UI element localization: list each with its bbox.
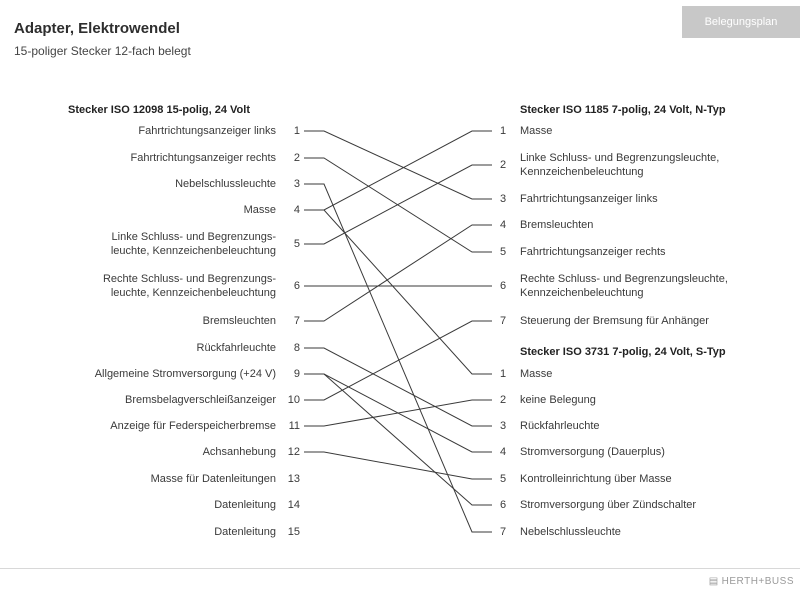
right-n-pin-number: 4 [500, 219, 507, 231]
wire-4-S1 [304, 210, 492, 374]
wire-3-S7 [304, 184, 492, 532]
right-s-pin-number: 1 [500, 368, 507, 380]
left-pin-number: 14 [287, 499, 300, 511]
wire-12-S5 [304, 452, 492, 479]
right-n-pin-number: 7 [500, 315, 507, 327]
left-pin-label: Datenleitung [214, 499, 276, 511]
right-n-pin-label: Steuerung der Bremsung für Anhänger [520, 315, 709, 327]
left-pin-label: Allgemeine Stromversorgung (+24 V) [94, 368, 276, 380]
left-pin-row [125, 393, 300, 407]
left-pin-number: 11 [288, 420, 300, 432]
right-n-connector-header: Stecker ISO 1185 7-polig, 24 Volt, N-Typ [520, 104, 726, 116]
right-n-pin-number: 5 [500, 246, 507, 258]
right-n-pin-row [500, 272, 728, 300]
right-n-pin-label: Linke Schluss- und Begrenzungsleuchte, Kennzeichenbeleuchtung [520, 152, 720, 178]
left-connector-header: Stecker ISO 12098 15-polig, 24 Volt [68, 104, 250, 116]
left-pin-row [244, 203, 300, 217]
left-pin-row [138, 124, 300, 138]
left-pin-label: Rechte Schluss- und Begrenzungs- leuchte, Kennzeichenbeleuchtung [102, 273, 276, 299]
wire-9-S6 [304, 374, 492, 505]
right-s-connector-header: Stecker ISO 3731 7-polig, 24 Volt, S-Typ [520, 346, 726, 358]
right-n-pin-label: Fahrtrichtungsanzeiger rechts [520, 246, 666, 258]
right-s-pin-number: 7 [500, 526, 507, 538]
right-s-pin-row [500, 472, 672, 486]
right-n-pin-number: 3 [500, 193, 507, 205]
left-pin-number: 15 [287, 526, 300, 538]
left-pin-label: Masse [243, 204, 276, 216]
page-subtitle: 15-poliger Stecker 12-fach belegt [14, 44, 191, 58]
footer-divider [0, 568, 800, 569]
right-n-pin-row [500, 314, 709, 328]
left-pin-number: 3 [293, 178, 300, 190]
belegungsplan-badge: Belegungsplan [682, 6, 800, 38]
left-pin-number: 8 [293, 342, 300, 354]
right-n-pin-label: Masse [520, 125, 553, 137]
left-pin-label: Fahrtrichtungsanzeiger links [138, 125, 276, 137]
left-pin-row [214, 525, 300, 539]
left-pin-label: Nebelschlussleuchte [175, 178, 276, 190]
right-n-pin-number: 2 [500, 159, 507, 171]
page-title: Adapter, Elektrowendel [14, 20, 180, 37]
wire-10-N7 [304, 321, 492, 400]
right-s-pin-row [500, 367, 552, 381]
right-s-pin-label: Kontrolleinrichtung über Masse [520, 473, 672, 485]
right-s-pin-row [500, 525, 621, 539]
right-s-pin-label: Nebelschlussleuchte [520, 526, 621, 538]
left-pin-label: Masse für Datenleitungen [150, 473, 276, 485]
left-pin-number: 4 [293, 204, 300, 216]
right-s-pin-row [500, 393, 596, 407]
left-pin-row [95, 367, 300, 381]
right-s-pin-label: Stromversorgung über Zündschalter [520, 499, 697, 511]
left-pin-label: Bremsbelagverschleißanzeiger [124, 394, 276, 406]
left-pin-row [175, 177, 300, 191]
left-pin-number: 6 [293, 280, 300, 292]
left-pin-row [214, 498, 300, 512]
left-pin-label: Datenleitung [214, 526, 276, 538]
left-pin-number: 2 [293, 152, 300, 164]
right-s-pin-row [500, 445, 665, 459]
right-s-pin-number: 2 [500, 394, 507, 406]
right-s-pin-number: 3 [500, 420, 507, 432]
right-s-pin-label: keine Belegung [520, 394, 596, 406]
left-pin-row [197, 341, 301, 355]
left-pin-label: Linke Schluss- und Begrenzungs- leuchte, Kennzeichenbeleuchtung [110, 231, 276, 257]
left-pin-row [203, 445, 300, 459]
right-s-pin-row [500, 419, 600, 433]
left-pin-number: 13 [287, 473, 300, 485]
right-n-pin-number: 1 [500, 125, 507, 137]
right-n-pin-row [500, 218, 593, 232]
left-pin-label: Bremsleuchten [202, 315, 276, 327]
right-n-pin-label: Bremsleuchten [520, 219, 594, 231]
left-pin-row [111, 230, 300, 258]
herth-buss-logo [709, 576, 794, 587]
wire-1-N3 [304, 131, 492, 199]
left-pin-row [103, 272, 300, 300]
right-s-pin-number: 4 [500, 446, 507, 458]
left-pin-row [110, 419, 300, 433]
right-s-pin-number: 5 [500, 473, 507, 485]
left-pin-number: 1 [293, 125, 300, 137]
right-n-pin-number: 6 [500, 280, 507, 292]
left-pin-row [130, 151, 300, 165]
left-pin-row [151, 472, 300, 486]
right-n-pin-row [500, 192, 658, 206]
right-n-pin-label: Fahrtrichtungsanzeiger links [520, 193, 658, 205]
wire-8-S3 [304, 348, 492, 426]
wire-4-N1 [304, 131, 492, 210]
left-pin-label: Rückfahrleuchte [196, 342, 276, 354]
right-n-pin-row [500, 245, 666, 259]
right-n-pin-row [500, 151, 719, 179]
left-pin-number: 5 [293, 238, 300, 250]
left-pin-label: Achsanhebung [202, 446, 276, 458]
left-pin-row [203, 314, 300, 328]
left-pin-number: 12 [287, 446, 300, 458]
right-s-pin-label: Masse [520, 368, 553, 380]
right-s-pin-number: 6 [500, 499, 507, 511]
right-s-pin-label: Rückfahrleuchte [520, 420, 600, 432]
right-n-pin-label: Rechte Schluss- und Begrenzungsleuchte, Kennzeichenbeleuchtung [520, 273, 728, 299]
logo-icon: ▤ [708, 576, 719, 587]
right-s-pin-label: Stromversorgung (Dauerplus) [520, 446, 665, 458]
left-pin-number: 7 [293, 315, 300, 327]
right-s-pin-row [500, 498, 696, 512]
logo-text: HERTH+BUSS [721, 576, 794, 587]
left-pin-number: 9 [293, 368, 300, 380]
left-pin-label: Fahrtrichtungsanzeiger rechts [130, 152, 276, 164]
right-n-pin-row [500, 124, 552, 138]
left-pin-number: 10 [287, 394, 300, 406]
left-pin-label: Anzeige für Federspeicherbremse [110, 420, 276, 432]
